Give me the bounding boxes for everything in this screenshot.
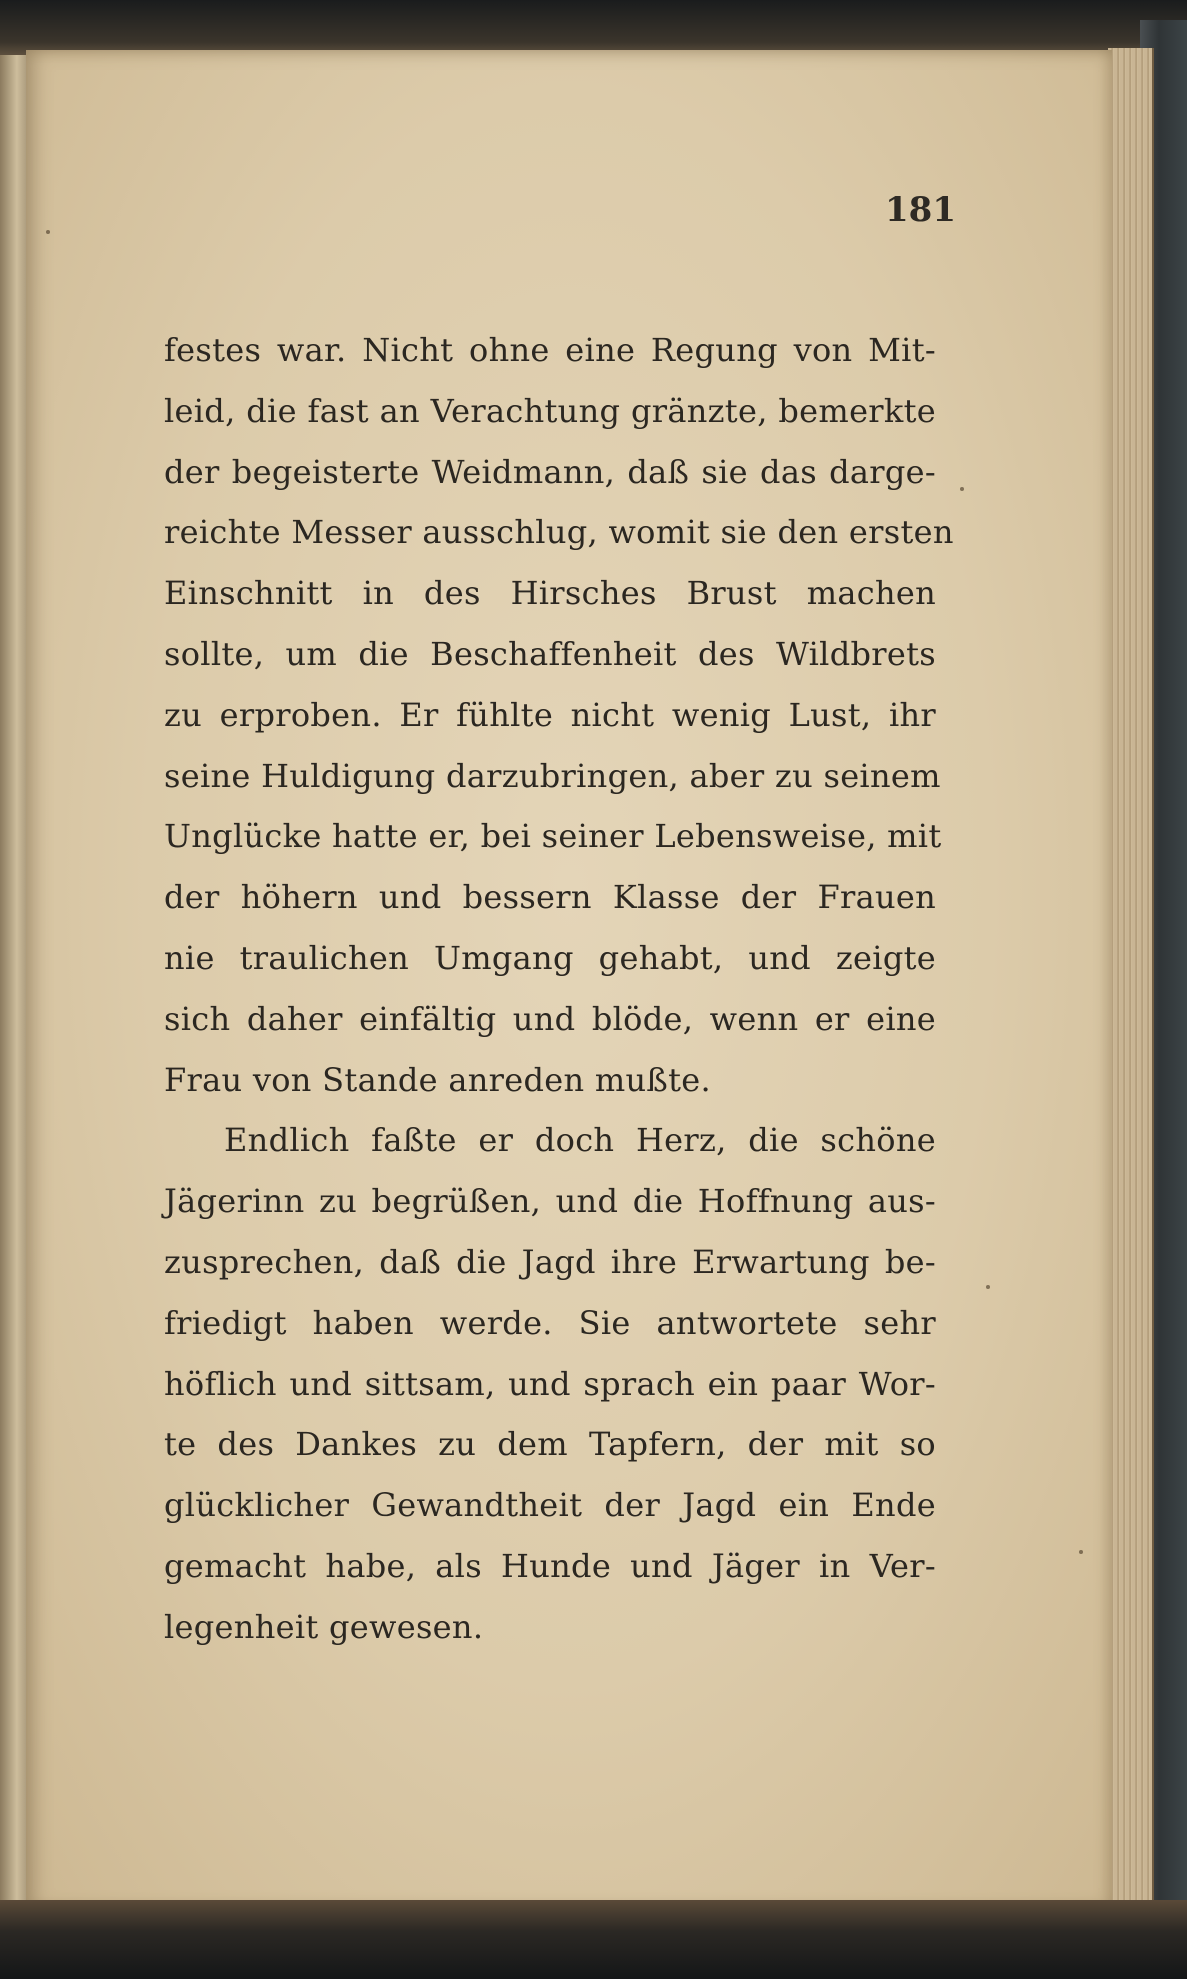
text-line: zu erproben. Er fühlte nicht wenig Lust, ihr [164, 695, 936, 734]
text-line: glücklicher Gewandtheit der Jagd ein Ende [164, 1486, 936, 1525]
text-line: reichte Messer ausschlug, womit sie den ersten [164, 513, 954, 552]
text-line: Endlich faßte er doch Herz, die schöne [224, 1121, 936, 1160]
text-line: friedigt haben werde. Sie antwortete sehr [164, 1303, 936, 1342]
text-line: Jägerinn zu begrüßen, und die Hoffnung aus- [164, 1182, 936, 1221]
paper-speck [46, 230, 50, 234]
paper-speck [1079, 1550, 1083, 1554]
book-page [26, 50, 1112, 1910]
book-binding-bottom [0, 1900, 1187, 1979]
text-line: festes war. Nicht ohne eine Regung von Mit- [164, 331, 936, 369]
text-line: höflich und sittsam, und sprach ein paar Wor- [164, 1364, 936, 1403]
page-text [164, 320, 954, 1658]
text-line: sich daher einfältig und blöde, wenn er eine [164, 999, 936, 1038]
text-line: seine Huldigung darzubringen, aber zu seinem [164, 756, 941, 795]
page-gutter [0, 55, 28, 1915]
text-line: sollte, um die Beschaffenheit des Wildbrets [164, 634, 936, 673]
text-line: legenheit gewesen. [164, 1607, 484, 1646]
text-line: leid, die fast an Verachtung gränzte, bemerkte [164, 391, 936, 430]
text-line: der begeisterte Weidmann, daß sie das darge- [164, 452, 936, 491]
text-line: Frau von Stande anreden mußte. [164, 1060, 711, 1099]
paper-speck [986, 1285, 990, 1289]
page-number: 181 [885, 190, 956, 230]
page-block-edges [1108, 48, 1154, 1910]
paragraph-1 [164, 320, 954, 1110]
text-line: gemacht habe, als Hunde und Jäger in Ver- [164, 1546, 936, 1585]
text-line: zusprechen, daß die Jagd ihre Erwartung be- [164, 1242, 936, 1281]
text-line: Einschnitt in des Hirsches Brust machen [164, 574, 936, 613]
text-line: te des Dankes zu dem Tapfern, der mit so [164, 1425, 936, 1464]
text-line: der höhern und bessern Klasse der Frauen [164, 878, 936, 917]
paragraph-2 [164, 1110, 936, 1657]
paper-speck [960, 487, 964, 491]
text-line: Unglücke hatte er, bei seiner Lebensweise, mit [164, 817, 942, 856]
text-line: nie traulichen Umgang gehabt, und zeigte [164, 938, 936, 977]
